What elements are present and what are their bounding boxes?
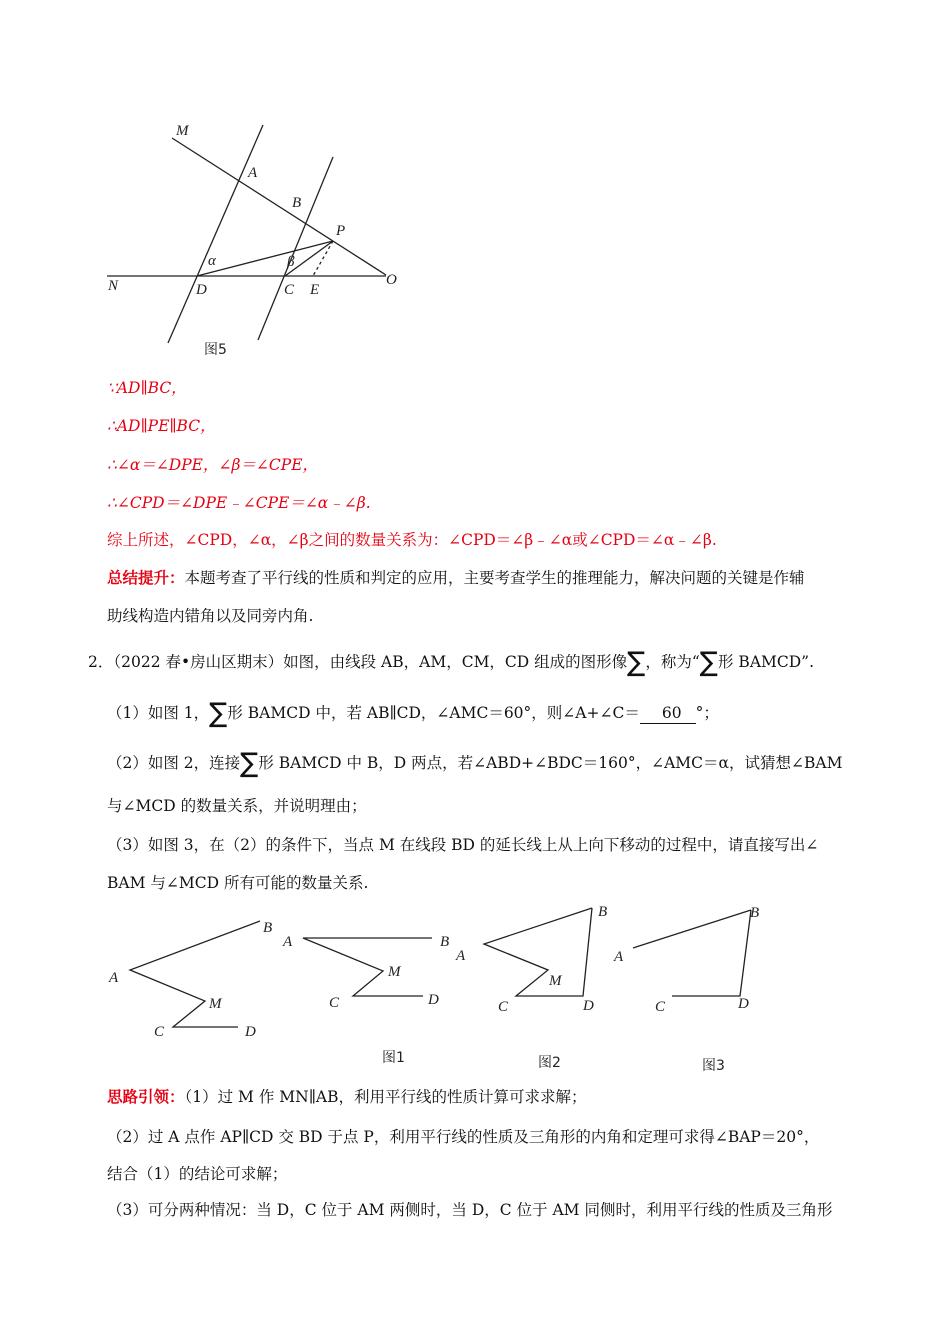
proof-conclusion: 综上所述，∠CPD，∠α，∠β之间的数量关系为：∠CPD＝∠β﹣∠α或∠CPD＝∠α﹣∠β.: [107, 531, 717, 549]
fig1-label-B: B: [440, 934, 450, 950]
fig3-label-B: B: [750, 905, 760, 921]
sigma-figures: [0, 900, 950, 1100]
hint-line-1: [107, 1087, 586, 1107]
question-1-answer: 60: [640, 703, 696, 724]
fig2-label-B: B: [598, 904, 608, 920]
proof-line-4: ∴∠CPD＝∠DPE﹣∠CPE＝∠α﹣∠β.: [107, 494, 371, 512]
fig2-label-M: M: [549, 973, 562, 989]
proof-line-1: ∵AD∥BC，: [107, 379, 187, 397]
question-2-a: （2）如图 2，连接: [107, 754, 241, 772]
hint-line-2: （2）过 A 点作 AP∥CD 交 BD 于点 P，利用平行线的性质及三角形的内角和定理可求得∠BAP＝20°，: [107, 1128, 820, 1146]
label-D: D: [196, 282, 207, 298]
fig0-label-C: C: [154, 1024, 165, 1040]
sigma-symbol: ∑: [699, 647, 718, 678]
figure-5-caption: 图5: [204, 342, 227, 358]
summary-text-1: 本题考查了平行线的性质和判定的应用，主要考查学生的推理能力，解决问题的关键是作辅: [184, 569, 805, 587]
problem-2-stem: [88, 647, 815, 678]
segment-PE-dashed: [313, 241, 333, 276]
hint-line-3: 结合（1）的结论可求解；: [107, 1165, 288, 1183]
segment-DP: [197, 241, 333, 276]
fig0-label-M: M: [209, 996, 222, 1012]
hint-line-4: （3）可分两种情况：当 D，C 位于 AM 两侧时，当 D，C 位于 AM 同侧时，利用平行线的性质及三角形: [107, 1201, 833, 1219]
label-M: M: [176, 123, 189, 139]
label-E: E: [310, 282, 320, 298]
fig1-label-A: A: [283, 934, 293, 950]
label-O: O: [386, 272, 397, 288]
question-1-c: °；: [695, 704, 719, 722]
sigma-symbol: ∑: [240, 748, 259, 779]
question-2-line-2: 与∠MCD 的数量关系，并说明理由；: [107, 797, 367, 815]
proof-line-3: ∴∠α＝∠DPE，∠β＝∠CPE，: [107, 456, 319, 474]
question-2-line-1: [107, 748, 843, 779]
question-2-b: 形 BAMCD 中 B，D 两点，若∠ABD+∠BDC＝160°，∠AMC＝α，试猜想∠BAM: [258, 754, 843, 772]
problem-2-stem-a: 2．（2022 春•房山区期末）如图，由线段 AB，AM，CM，CD 组成的图形像: [88, 653, 628, 671]
label-P: P: [336, 223, 346, 239]
fig3-label-A: A: [614, 949, 624, 965]
problem-2-stem-c: 形 BAMCD”.: [718, 653, 815, 671]
summary-line-1: [107, 568, 805, 588]
question-3-line-2: BAM 与∠MCD 所有可能的数量关系.: [107, 874, 369, 892]
question-3-line-1: （3）如图 3，在（2）的条件下，当点 M 在线段 BD 的延长线上从上向下移动的过程中，请直接写出∠: [107, 836, 819, 854]
label-B: B: [292, 195, 302, 211]
summary-label: 总结提升：: [107, 568, 185, 587]
fig1-label-M: M: [388, 964, 401, 980]
fig3-polyline: [633, 910, 751, 948]
fig1-label-D: D: [428, 992, 439, 1008]
fig0-label-B: B: [263, 920, 273, 936]
fig0-label-D: D: [245, 1024, 256, 1040]
question-1-a: （1）如图 1，: [107, 704, 210, 722]
figure-5-diagram: [0, 0, 950, 380]
hint-label: 思路引领：: [107, 1087, 185, 1106]
fig2-polyline: [484, 908, 592, 996]
fig1-caption: 图1: [382, 1050, 405, 1066]
proof-line-2: ∴AD∥PE∥BC，: [107, 417, 216, 435]
sigma-symbol: ∑: [209, 698, 228, 729]
fig0-polyline: [130, 921, 260, 1027]
fig2-label-D: D: [583, 998, 594, 1014]
sigma-symbol: ∑: [627, 647, 646, 678]
label-A: A: [248, 165, 258, 181]
label-C: C: [284, 282, 295, 298]
fig3-caption: 图3: [702, 1058, 725, 1074]
fig0-label-A: A: [109, 970, 119, 986]
fig1-polyline: [303, 938, 432, 996]
fig2-caption: 图2: [538, 1055, 561, 1071]
question-1: [107, 698, 719, 729]
problem-2-stem-b: ，称为“: [645, 653, 700, 671]
line-AD: [168, 125, 263, 343]
hint-text-1: （1）过 M 作 MN∥AB，利用平行线的性质计算可求求解；: [184, 1088, 587, 1106]
question-1-b: 形 BAMCD 中，若 AB∥CD，∠AMC＝60°，则∠A+∠C＝: [227, 704, 640, 722]
label-alpha: α: [208, 253, 216, 269]
label-beta: β: [287, 254, 295, 270]
fig3-label-D: D: [738, 996, 749, 1012]
label-N: N: [108, 278, 119, 294]
fig1-label-C: C: [329, 995, 340, 1011]
fig2-label-C: C: [498, 999, 509, 1015]
fig2-label-A: A: [456, 948, 466, 964]
summary-line-2: 助线构造内错角以及同旁内角.: [107, 607, 314, 625]
fig3-label-C: C: [655, 999, 666, 1015]
